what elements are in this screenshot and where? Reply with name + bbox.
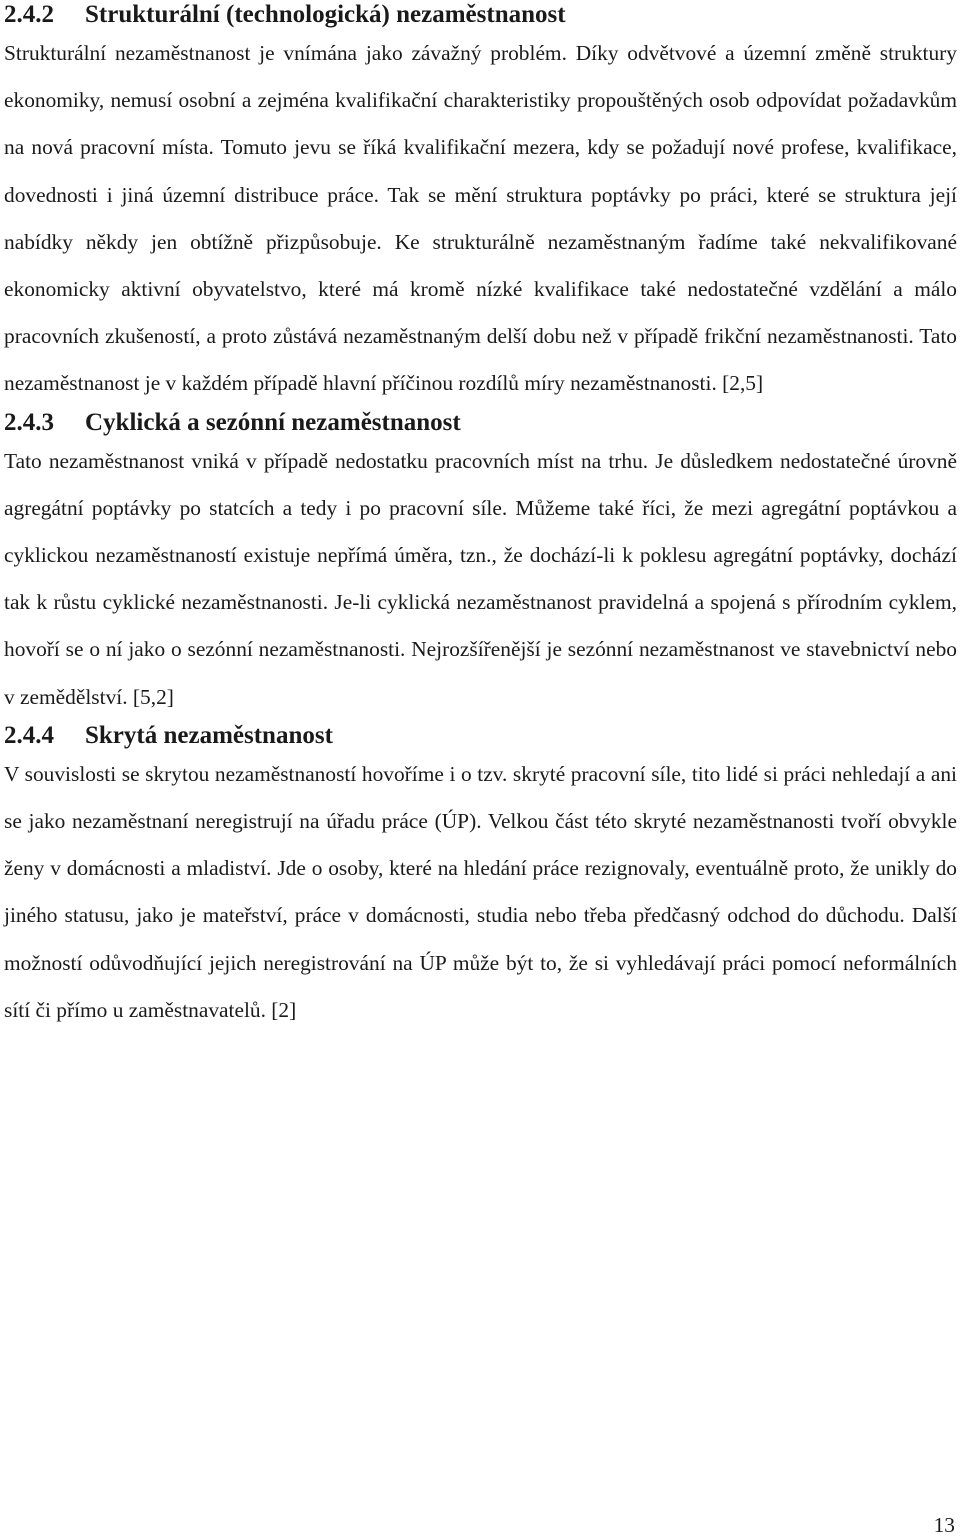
section-title: Skrytá nezaměstnanost [85,721,333,749]
section-paragraph-2-4-2: Strukturální nezaměstnanost je vnímána jako závažný problém. Díky odvětvové a územní změně struktury ekonomiky, nemusí osobní a zejména kvalifikační charakteristiky propouštěných osob odpovídat požadavkům na nová pracovní místa. Tomuto jevu se říká kvalifikační mezera, kdy se požadují nové profese, kvalifikace, dovednosti i jiná územní distribuce práce. Tak se mění struktura poptávky po práci, které se struktura její nabídky někdy jen obtížně přizpůsobuje. Ke strukturálně nezaměstnaným řadíme také nekvalifikované ekonomicky aktivní obyvatelstvo, které má kromě nízké kvalifikace také nedostatečné vzdělání a málo pracovních zkušeností, a proto zůstává nezaměstnaným delší dobu než v případě frikční nezaměstnanosti. Tato nezaměstnanost je v každém případě hlavní příčinou rozdílů míry nezaměstnanosti. [2,5] [4,41,957,396]
section-number: 2.4.3 [4,408,54,436]
page-number: 13 [933,1513,955,1537]
section-paragraph-2-4-4: V souvislosti se skrytou nezaměstnaností hovoříme i o tzv. skryté pracovní síle, tito lidé si práci nehledají a ani se jako nezaměstnaní neregistrují na úřadu práce (ÚP). Velkou část této skryté nezaměstnanosti tvoří obvykle ženy v domácnosti a mladiství. Jde o osoby, které na hledání práce rezignovaly, eventuálně proto, že unikly do jiného statusu, jako je mateřství, práce v domácnosti, studia nebo třeba předčasný odchod do důchodu. Další možností odůvodňující jejich neregistrování na ÚP může být to, že si vyhledávají práci pomocí neformálních sítí či přímo u zaměstnavatelů. [2] [4,761,957,1022]
section-paragraph-2-4-3: Tato nezaměstnanost vniká v případě nedostatku pracovních míst na trhu. Je důsledkem nedostatečné úrovně agregátní poptávky po statcích a tedy i po pracovní síle. Můžeme také říci, že mezi agregátní poptávkou a cyklickou nezaměstnaností existuje nepřímá úměra, tzn., že dochází-li k poklesu agregátní poptávky, dochází tak k růstu cyklické nezaměstnanosti. Je-li cyklická nezaměstnanost pravidelná a spojená s přírodním cyklem, hovoří se o ní jako o sezónní nezaměstnanosti. Nejrozšířenější je sezónní nezaměstnanost ve stavebnictví nebo v zemědělství. [5,2] [4,448,957,709]
section-title: Strukturální (technologická) nezaměstnanost [85,1,566,28]
section-heading-2-4-2 [4,0,957,30]
section-heading-2-4-3 [4,408,957,438]
section-number: 2.4.2 [4,1,54,28]
section-heading-2-4-4 [4,721,957,751]
section-title: Cyklická a sezónní nezaměstnanost [85,408,461,436]
document-page [4,0,957,1034]
section-number: 2.4.4 [4,721,54,749]
